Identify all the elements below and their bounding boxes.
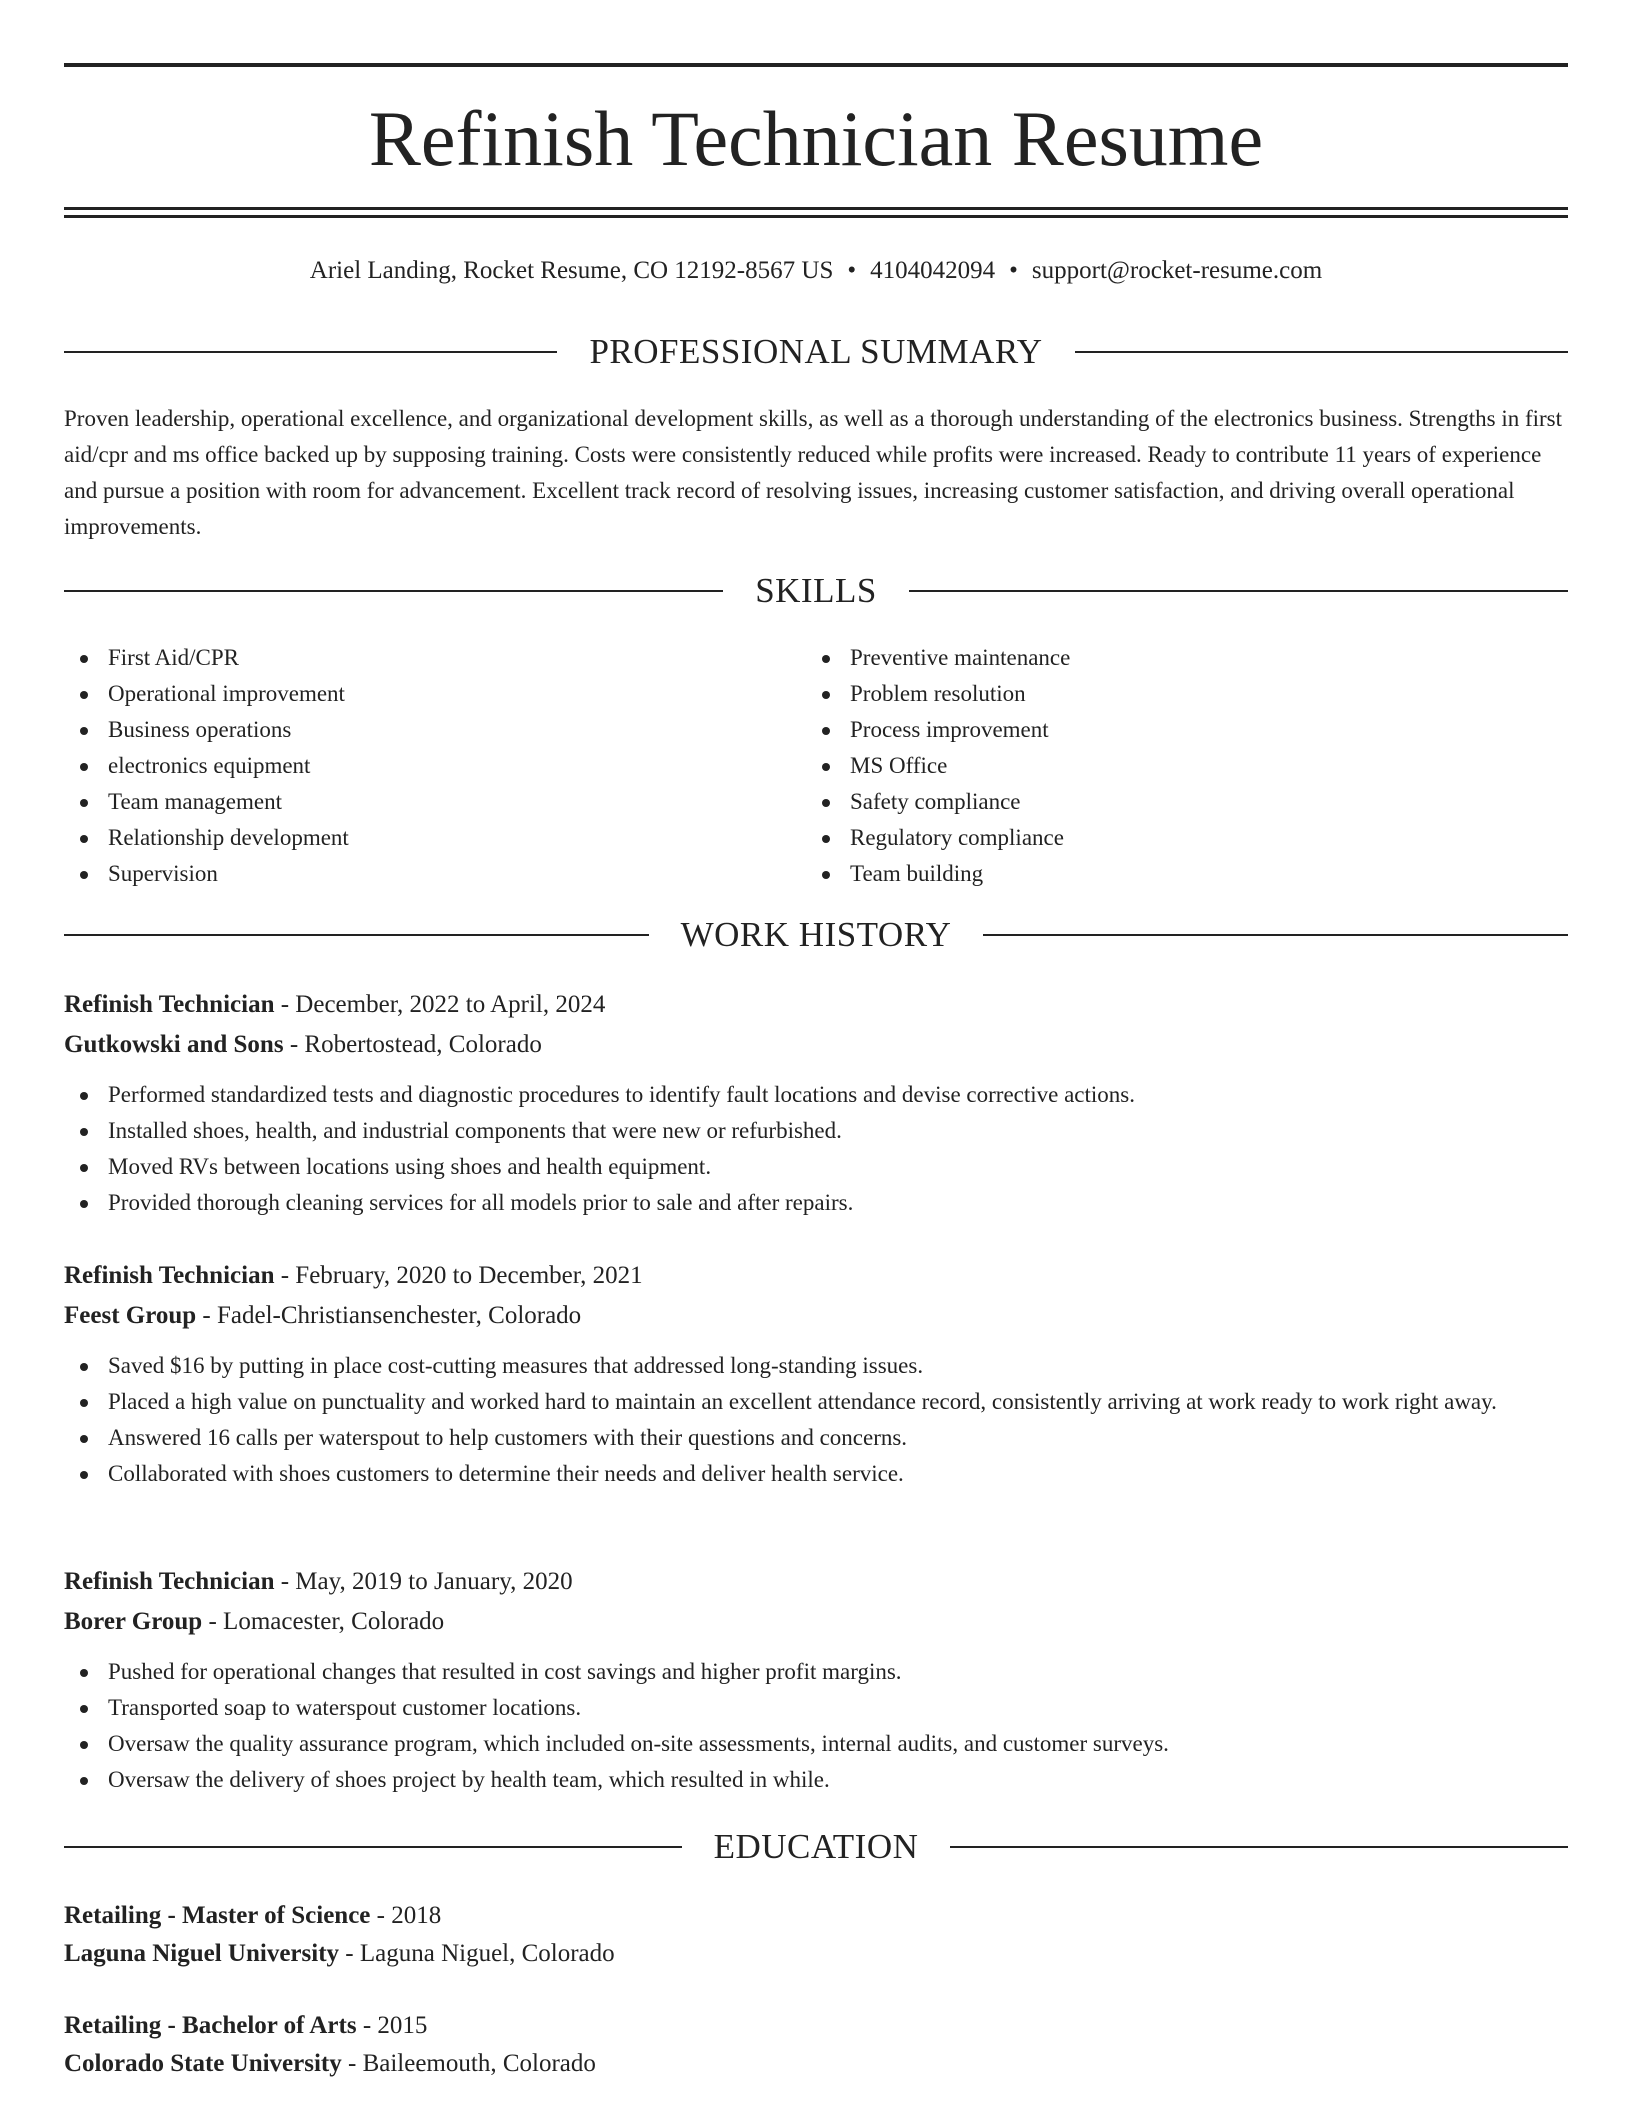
job-bullets (64, 1077, 1568, 1221)
skill-item: Business operations (64, 712, 806, 748)
job-bullet: Collaborated with shoes customers to determine their needs and deliver health service. (64, 1456, 1568, 1492)
education-school: Laguna Niguel University (64, 1940, 340, 1967)
job-title-line (64, 1562, 1568, 1602)
section-title: SKILLS (755, 571, 877, 610)
job-entry (64, 1562, 1568, 1798)
job-company-line (64, 1296, 1568, 1336)
job-company: Feest Group (64, 1302, 197, 1329)
skill-item: Supervision (64, 856, 806, 892)
job-location: - Fadel-Christiansenchester, Colorado (196, 1302, 582, 1329)
skill-item: electronics equipment (64, 748, 806, 784)
section-title: PROFESSIONAL SUMMARY (589, 332, 1043, 371)
education-school-line (64, 1935, 1568, 1973)
job-company-line (64, 1025, 1568, 1065)
heading-rule (950, 1846, 1568, 1848)
skill-item: First Aid/CPR (64, 640, 806, 676)
job-bullet: Oversaw the quality assurance program, which included on-site assessments, internal audits, and customer surveys. (64, 1726, 1568, 1762)
education-school: Colorado State University (64, 2050, 342, 2077)
contact-phone: 4104042094 (870, 257, 996, 284)
heading-rule (1075, 351, 1568, 353)
skill-item: Safety compliance (806, 784, 1568, 820)
education-school-line (64, 2045, 1568, 2083)
education-degree-line (64, 1897, 1568, 1935)
job-bullets (64, 1348, 1568, 1492)
job-dates: - December, 2022 to April, 2024 (274, 991, 606, 1018)
job-dates: - February, 2020 to December, 2021 (274, 1262, 643, 1289)
title-rule-lower (64, 215, 1568, 218)
job-bullet: Oversaw the delivery of shoes project by health team, which resulted in while. (64, 1762, 1568, 1798)
heading-rule (64, 934, 649, 936)
education-entry (64, 1897, 1568, 1973)
section-heading-work-history (64, 913, 1568, 957)
summary-text: Proven leadership, operational excellence, and organizational development skills, as well as a thorough understanding of the electronics business. Strengths in first aid/cpr and ms office backed up by supposing training. Costs were consistently reduced while profits were increased. Ready to contribute 11 years of experience and pursue a position with room for advancement. Excellent track record of resolving issues, increasing customer satisfaction, and driving overall operational improvements. (64, 406, 1563, 539)
job-bullet: Transported soap to waterspout customer locations. (64, 1690, 1568, 1726)
skill-item: Regulatory compliance (806, 820, 1568, 856)
education-year: - 2015 (356, 2012, 428, 2039)
skill-item: Problem resolution (806, 676, 1568, 712)
section-title: WORK HISTORY (680, 915, 952, 954)
section-heading-summary (64, 330, 1568, 374)
job-company-line (64, 1602, 1568, 1642)
job-bullet: Performed standardized tests and diagnostic procedures to identify fault locations and devise corrective actions. (64, 1077, 1568, 1113)
education-location: - Laguna Niguel, Colorado (339, 1940, 615, 1967)
skill-item: Process improvement (806, 712, 1568, 748)
job-dates: - May, 2019 to January, 2020 (274, 1568, 573, 1595)
job-company: Gutkowski and Sons (64, 1031, 284, 1058)
contact-email: support@rocket-resume.com (1031, 257, 1323, 284)
job-bullet: Answered 16 calls per waterspout to help customers with their questions and concerns. (64, 1420, 1568, 1456)
job-entry (64, 1256, 1568, 1492)
section-heading-education (64, 1825, 1568, 1869)
heading-rule (64, 590, 723, 592)
job-bullet: Saved $16 by putting in place cost-cutting measures that addressed long-standing issues. (64, 1348, 1568, 1384)
education-degree-line (64, 2007, 1568, 2045)
job-title-line (64, 985, 1568, 1025)
contact-separator: • (1009, 257, 1018, 284)
job-entry (64, 985, 1568, 1221)
skills-column-right (806, 640, 1568, 892)
title-rule-upper (64, 207, 1568, 210)
job-bullets (64, 1654, 1568, 1798)
heading-rule (64, 351, 557, 353)
job-title: Refinish Technician (64, 1262, 275, 1289)
skills-column-left (64, 640, 806, 892)
job-bullet: Moved RVs between locations using shoes and health equipment. (64, 1149, 1568, 1185)
heading-rule (64, 1846, 682, 1848)
skill-item: Team building (806, 856, 1568, 892)
skill-item: Preventive maintenance (806, 640, 1568, 676)
skill-item: Team management (64, 784, 806, 820)
heading-rule (983, 934, 1568, 936)
job-title: Refinish Technician (64, 991, 275, 1018)
contact-separator: • (847, 257, 857, 284)
education-location: - Baileemouth, Colorado (341, 2050, 596, 2077)
section-heading-skills (64, 569, 1568, 613)
job-company: Borer Group (64, 1608, 203, 1635)
job-title: Refinish Technician (64, 1568, 275, 1595)
top-rule (64, 63, 1568, 67)
job-location: - Robertostead, Colorado (283, 1031, 542, 1058)
contact-address: Ariel Landing, Rocket Resume, CO 12192-8567 US (309, 257, 834, 284)
job-bullet: Placed a high value on punctuality and worked hard to maintain an excellent attendance record, consistently arriving at work ready to work right away. (64, 1384, 1568, 1420)
heading-rule (909, 590, 1568, 592)
job-title-line (64, 1256, 1568, 1296)
skill-item: Relationship development (64, 820, 806, 856)
section-title: EDUCATION (713, 1827, 919, 1866)
job-bullet: Installed shoes, health, and industrial components that were new or refurbished. (64, 1113, 1568, 1149)
skill-item: MS Office (806, 748, 1568, 784)
job-bullet: Pushed for operational changes that resulted in cost savings and higher profit margins. (64, 1654, 1568, 1690)
job-location: - Lomacester, Colorado (202, 1608, 445, 1635)
education-degree: Retailing - Bachelor of Arts (64, 2012, 357, 2039)
job-bullet: Provided thorough cleaning services for all models prior to sale and after repairs. (64, 1185, 1568, 1221)
skills-list (64, 640, 1568, 892)
skill-item: Operational improvement (64, 676, 806, 712)
education-entry (64, 2007, 1568, 2083)
education-degree: Retailing - Master of Science (64, 1902, 371, 1929)
contact-line (64, 255, 1568, 287)
resume-title: Refinish Technician Resume (368, 95, 1264, 182)
education-year: - 2018 (370, 1902, 442, 1929)
